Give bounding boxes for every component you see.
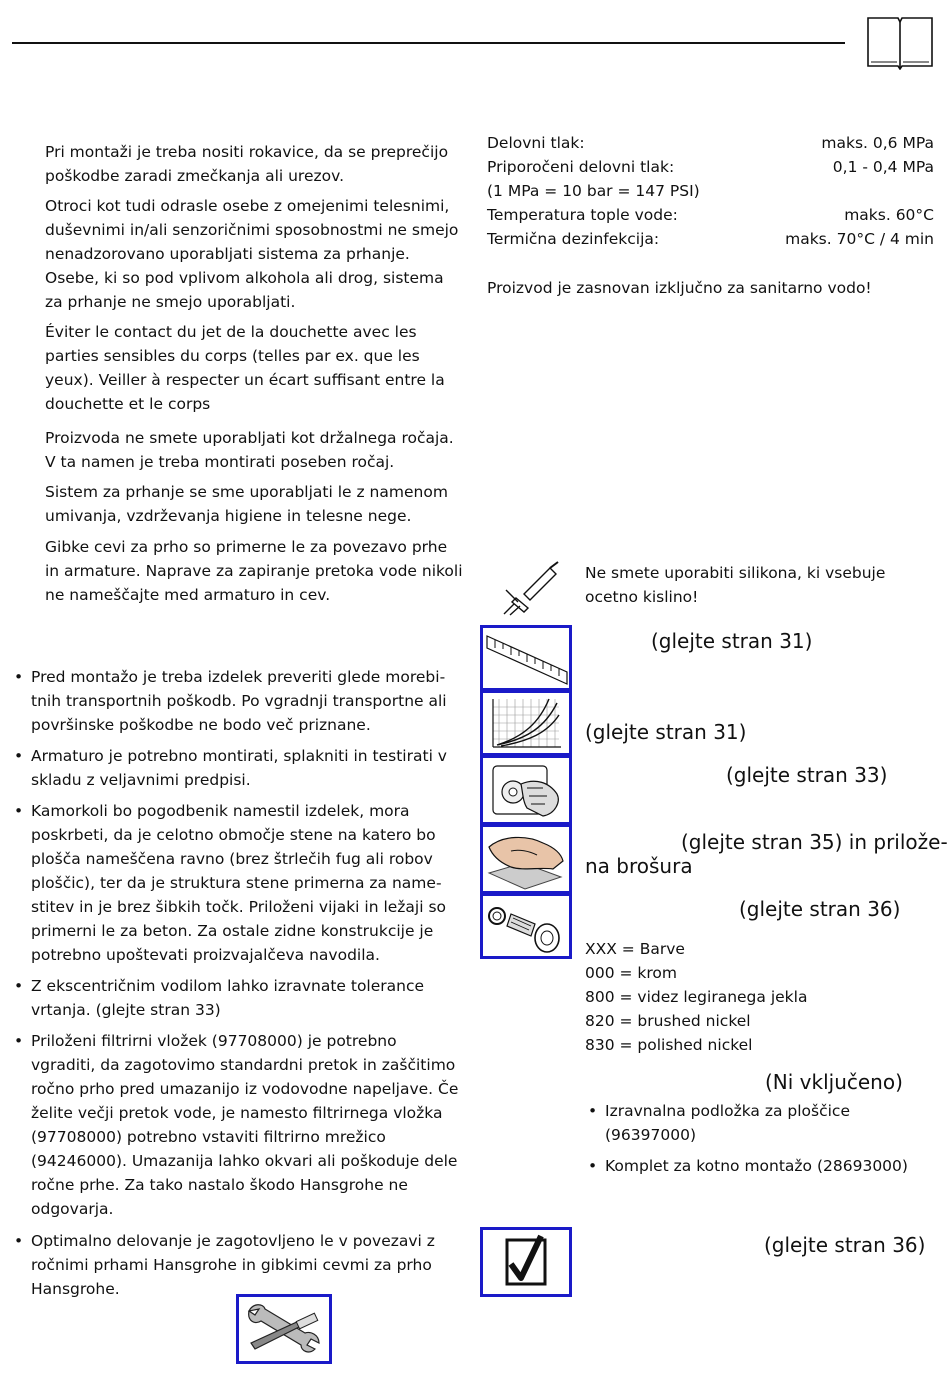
page-reference: (glejte stran 35) in prilože- — [681, 830, 948, 854]
page-reference: na brošura — [585, 854, 693, 878]
spec-row — [487, 155, 934, 179]
safety-paragraph: Sistem za prhanje se sme uporabljati le z namenom umivanja, vzdrževanja higiene in telesne nege. — [45, 483, 448, 525]
list-item-text: Optimalno delovanje je zagotovljeno le v povezavi z ročnimi prhami Hansgrohe in gibkimi cevmi za prho Hansgrohe. — [31, 1232, 435, 1298]
safety-paragraph: Otroci kot tudi odrasle osebe z omejenimi telesnimi, duševnimi in/ali senzoričnimi sposobnostmi ne smejo nenadzorovano uporabljati sistema za prhanje. Osebe, ki so pod vplivom alkohola ali drog, sistema za prhanje ne smejo uporabljati. — [45, 197, 459, 311]
list-item-text: Z ekscentričnim vodilom lahko izravnate tolerance vrtanja. (glejte stran 33) — [31, 977, 425, 1019]
tools-icon — [236, 1294, 332, 1364]
spec-row — [487, 131, 934, 155]
spec-row — [487, 203, 934, 227]
spec-label: Priporočeni delovni tlak: — [487, 158, 675, 176]
test-checkmark-icon — [480, 1227, 572, 1297]
page-reference: (glejte stran 36) — [739, 897, 901, 921]
list-item-text: Kamorkoli bo pogodbenik namestil izdelek, mora poskrbeti, da je celotno območje stene na katero bo plošča nameščena ravno (brez štrlečih fug ali robov ploščic), ter da je struktura stene primerna za namestitev in je brez šibkih točk. Priloženi vijaki in ležaji so primerni le za beton. Za ostale zidne konstrukcije je potrebno upoštevati proizvajalčeva navodila. — [31, 802, 447, 964]
open-book-icon — [866, 14, 934, 70]
spec-row — [487, 179, 934, 203]
list-item-text: Pred montažo je treba izdelek preveriti glede morebitnih transportnih poškodb. Po vgradnji transportne ali površinske poškodbe ne bodo več priznane. — [31, 668, 447, 734]
spec-label: Delovni tlak: — [487, 134, 585, 152]
spec-label: Temperatura tople vode: — [487, 206, 678, 224]
ruler-icon — [480, 625, 572, 691]
page-reference: (glejte stran 33) — [726, 763, 888, 787]
wall-mounting-icon — [480, 755, 572, 825]
color-code: XXX = Barve — [585, 940, 685, 958]
list-item-text: Armaturo je potrebno montirati, splakniti in testirati v skladu z veljavnimi predpisi. — [31, 747, 447, 789]
flow-diagram-icon — [480, 690, 572, 756]
header-rule — [12, 42, 845, 44]
caulking-gun-icon — [494, 560, 562, 616]
sanitary-note: Proizvod je zasnovan izključno za sanitarno vodo! — [487, 279, 872, 297]
spec-value: maks. 60°C — [844, 206, 934, 224]
color-code: 000 = krom — [585, 964, 678, 982]
page-reference: (glejte stran 31) — [585, 720, 747, 744]
color-code: 820 = brushed nickel — [585, 1012, 751, 1030]
cleaning-hand-icon — [480, 824, 572, 894]
spec-table — [487, 131, 934, 251]
spec-label: Termična dezinfekcija: — [487, 230, 660, 248]
page-reference: (glejte stran 31) — [651, 629, 813, 653]
list-item-text: Priloženi filtrirni vložek (97708000) je potrebno vgraditi, da zagotovimo standardni pretok in zaščitimo ročno prho pred umazanijo iz vodovodne napeljave. Če želite večji pretok vode, je namesto filtrirnega vložka (97708000) potrebno vstaviti filtrirno mrežico (94246000). Umazanija lahko okvari ali poškoduje dele ročne prhe. Za tako nastalo škodo Hansgrohe ne odgovarja. — [31, 1032, 459, 1218]
color-code: 800 = videz legiranega jekla — [585, 988, 808, 1006]
not-included-label: (Ni vključeno) — [765, 1070, 903, 1094]
safety-paragraph: Pri montaži je treba nositi rokavice, da se preprečijo poškodbe zaradi zmečkanja ali urezov. — [45, 143, 449, 185]
list-item-text: Izravnalna podložka za ploščice (96397000) — [605, 1102, 850, 1144]
safety-paragraph: Proizvoda ne smete uporabljati kot držalnega ročaja. V ta namen je treba montirati poseben ročaj. — [45, 429, 454, 471]
spec-value: maks. 70°C / 4 min — [785, 230, 934, 248]
silicone-warning: Ne smete uporabiti silikona, ki vsebuje ocetno kislino! — [585, 564, 886, 606]
spec-row — [487, 227, 934, 251]
spec-value: maks. 0,6 MPa — [821, 134, 934, 152]
safety-paragraph: Gibke cevi za prho so primerne le za povezavo prhe in armature. Naprave za zapiranje pretoka vode nikoli ne nameščajte med armaturo in cev. — [45, 538, 463, 604]
list-item-text: Komplet za kotno montažo (28693000) — [605, 1157, 908, 1175]
color-code: 830 = polished nickel — [585, 1036, 753, 1054]
spec-label: (1 MPa = 10 bar = 147 PSI) — [487, 182, 700, 200]
spare-parts-icon — [480, 893, 572, 959]
safety-paragraph: Éviter le contact du jet de la douchette avec les parties sensibles du corps (telles par ex. que les yeux). Veiller à respecter un écart suffisant entre la douchette et le corps — [45, 323, 445, 413]
spec-value: 0,1 - 0,4 MPa — [832, 158, 934, 176]
page-reference: (glejte stran 36) — [764, 1233, 926, 1257]
